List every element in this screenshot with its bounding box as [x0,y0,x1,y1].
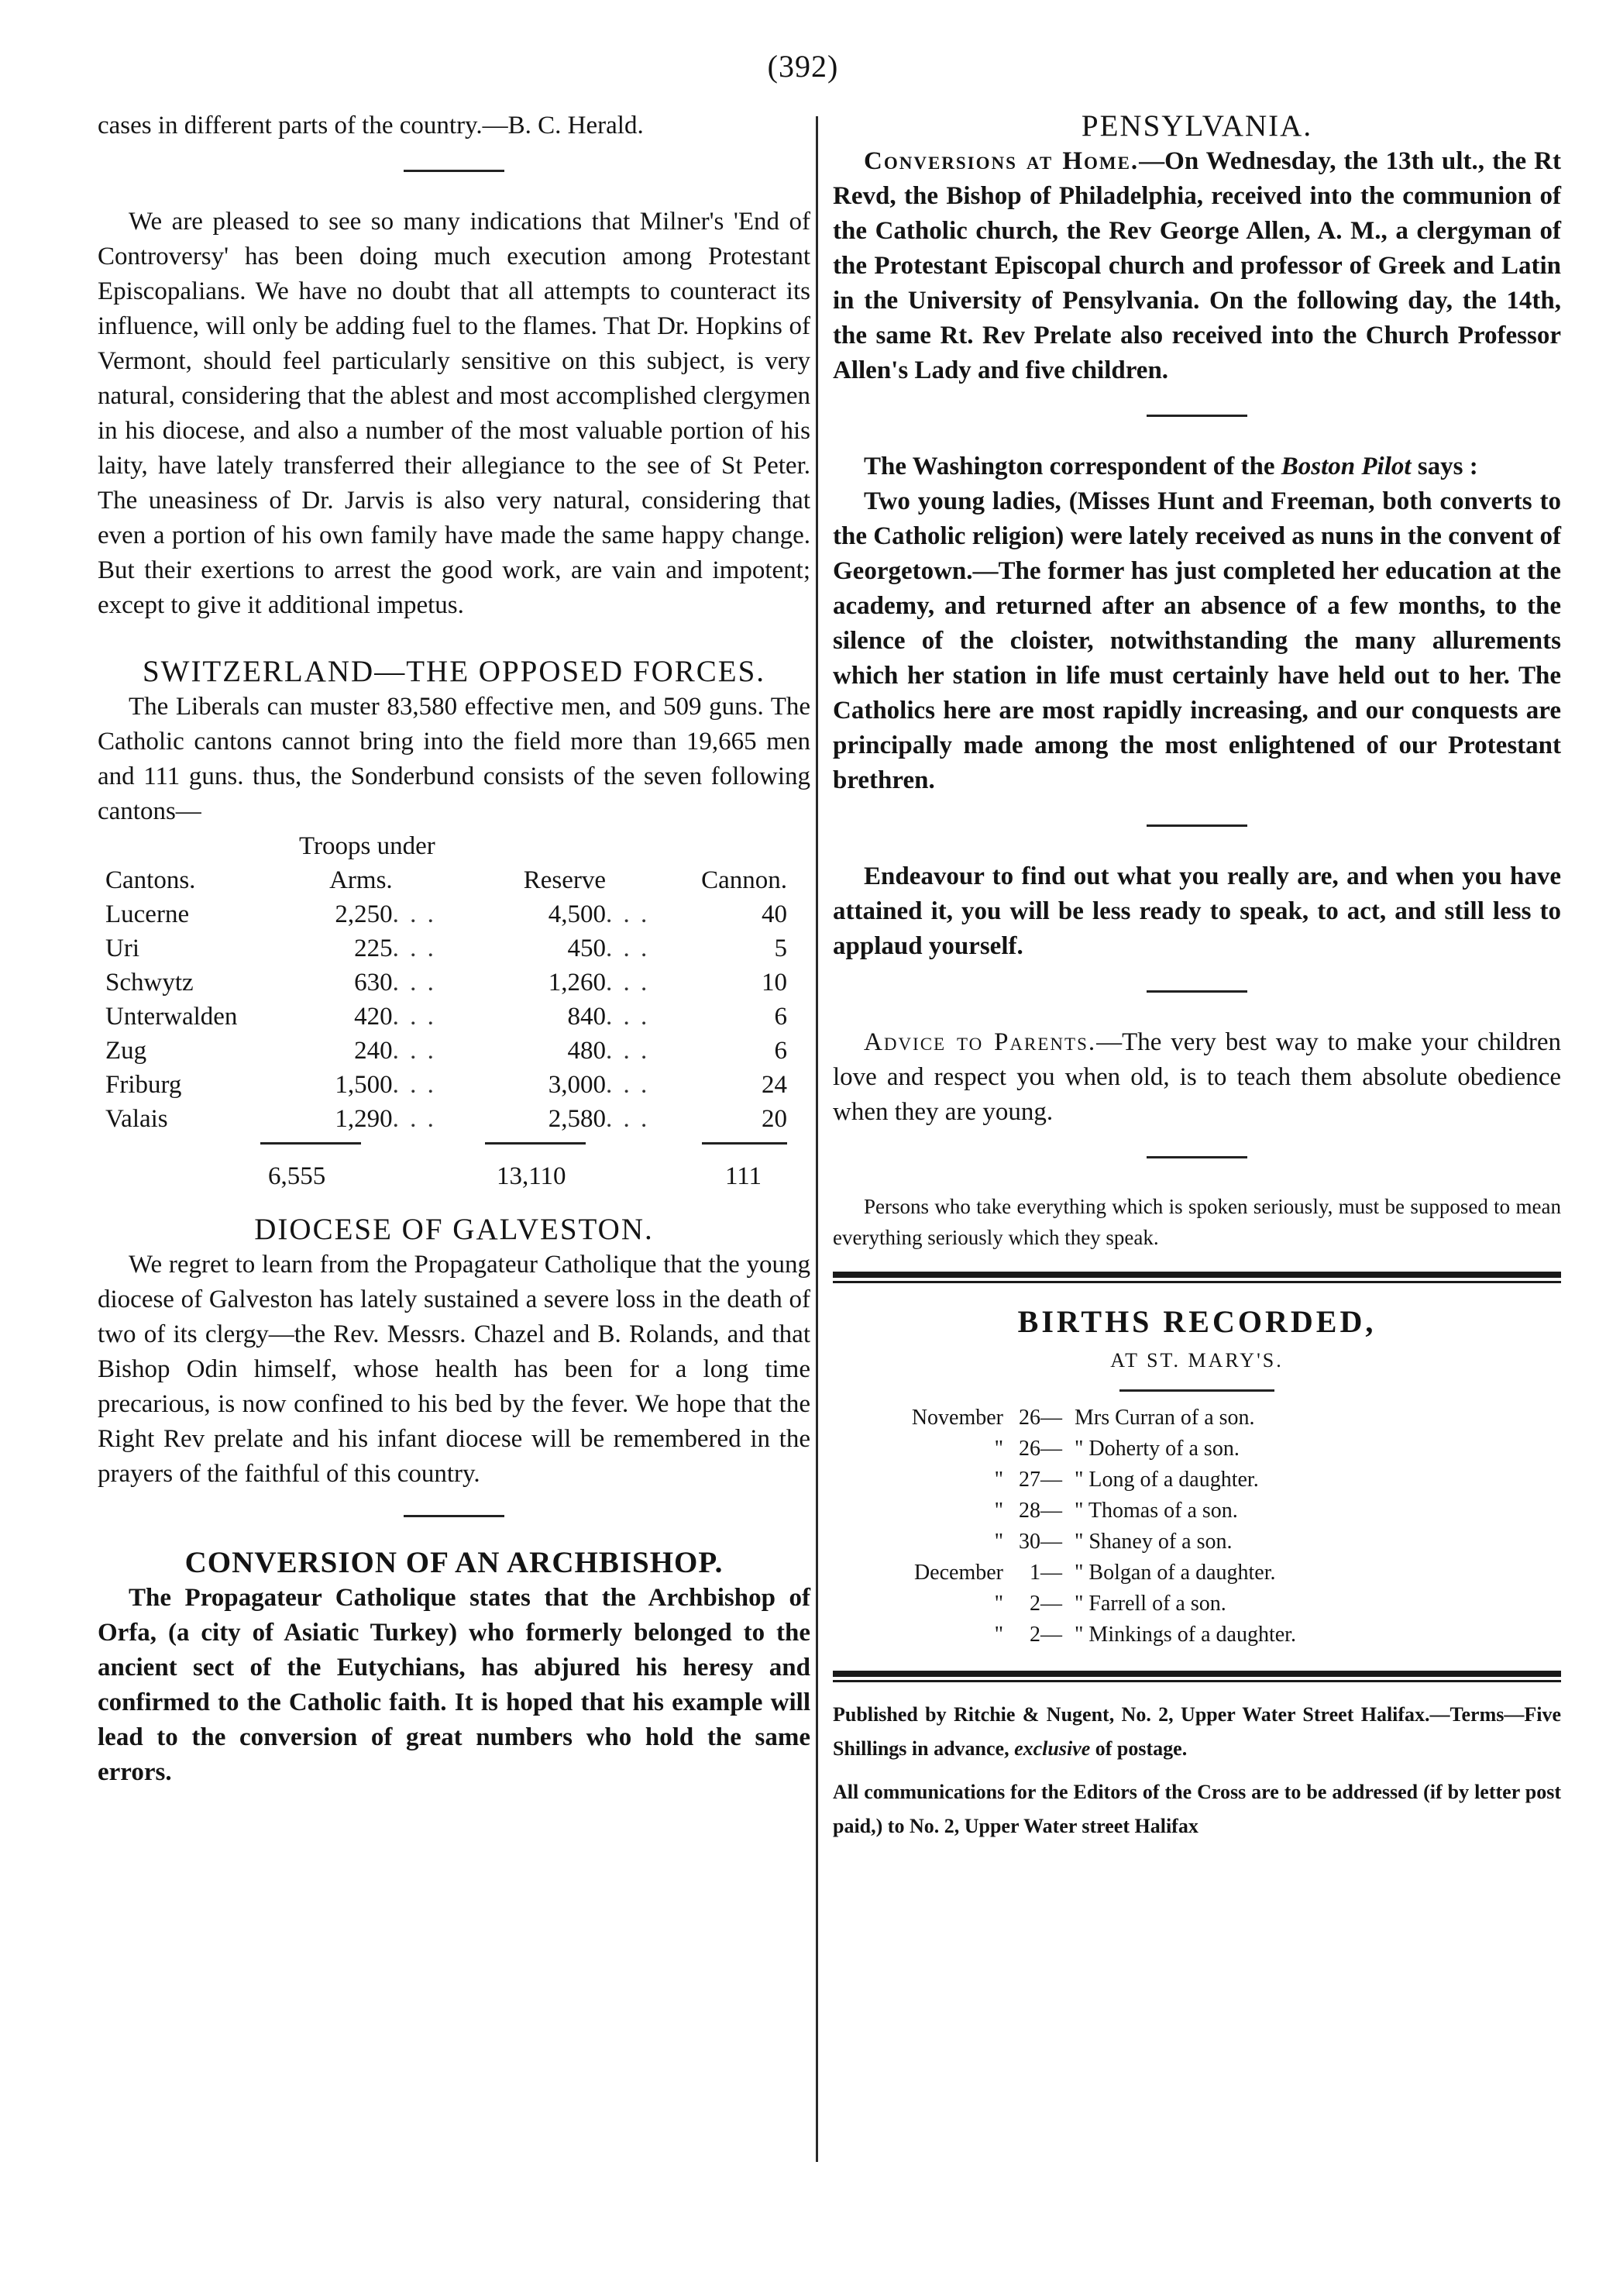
troops-totals [98,1142,810,1212]
troops-cell-dots: . . . [392,900,436,928]
section-rule [1147,824,1247,827]
birth-row [833,1561,1561,1592]
section-rule [404,170,504,172]
birth-row [833,1437,1561,1468]
birth-row [833,1406,1561,1437]
troops-cell-canton: Schwytz [105,969,194,997]
archbishop-body: The Propagateur Catholique states that the Archbishop of Orfa, (a city of Asiatic Turkey) who formerly belonged to the ancient sect of the Eutychians, has abjured his heresy and confirmed to the Catholic faith. It is hoped that his example will lead to the conversion of great numbers who hold the same errors. [98,1584,810,1786]
column-divider [816,116,818,2162]
birth-month: November [911,1406,1003,1430]
publisher-line [833,1698,1561,1766]
birth-month: " [994,1592,1003,1616]
birth-text: " Thomas of a son. [1075,1499,1238,1523]
milner-paragraph: We are pleased to see so many indications that Milner's 'End of Controversy' has been doing much execution among Protestant Episcopalians. We have no doubt that all attempts to counteract its influence, will only be adding fuel to the flames. That Dr. Hopkins of Vermont, should feel particularly sensitive on this subject, is very natural, considering that the ablest and most accomplished clergymen in his diocese, and also a number of the most valuable portion of his laity, have lately transferred their allegiance to the see of St Peter. The uneasiness of Dr. Jarvis is also very natural, considering that even a portion of his own family have made the same happy change. But their exertions to arrest the good work, are vain and impotent; except to give it additional impetus. [98,208,810,619]
troops-cell-canton: Lucerne [105,900,190,928]
troops-cell-dots: . . . [606,1003,650,1031]
troops-cell-dots: . . . [606,900,650,928]
birth-month: " [994,1499,1003,1523]
galveston-heading: DIOCESE OF GALVESTON. [254,1213,654,1246]
publisher-italic: exclusive [1009,1737,1091,1760]
communications-line: All communications for the Editors of the Cross are to be addressed (if by letter post paid,) to No. 2, Upper Water street Halifax [833,1781,1561,1837]
troops-cell-canton: Unterwalden [105,1003,238,1031]
birth-day: 30— [1019,1530,1062,1554]
section-rule [1147,1156,1247,1158]
troops-cell-arms: 225 [354,935,393,962]
troops-cell-canton: Zug [105,1037,147,1065]
troops-cell-reserve: 3,000 [548,1071,607,1099]
birth-month: " [994,1623,1003,1647]
publisher-end: of postage. [1090,1737,1188,1760]
troops-row [105,1102,787,1136]
troops-cell-dots: . . . [392,935,436,962]
births-subtitle: AT ST. MARY'S. [1110,1349,1284,1372]
washington-intro [833,449,1561,484]
total-reserve: 13,110 [497,1162,566,1190]
col-header-reserve: Reserve [523,866,607,894]
intro-text: cases in different parts of the country.—B. C. Herald. [98,112,644,139]
troops-cell-cannon: 5 [774,935,787,962]
troops-cell-dots: . . . [606,935,650,962]
troops-cell-canton: Friburg [105,1071,182,1099]
birth-day: 27— [1019,1468,1062,1492]
birth-row [833,1468,1561,1499]
col-header-cantons: Cantons. [105,866,196,894]
archbishop-heading: CONVERSION OF AN ARCHBISHOP. [184,1546,724,1579]
births-rule [1119,1389,1274,1392]
birth-row [833,1530,1561,1561]
persons-text: Persons who take everything which is spoken seriously, must be supposed to mean everything seriously which they speak. [833,1195,1561,1249]
troops-cell-cannon: 10 [762,969,787,997]
washington-intro-b: says : [1411,453,1478,480]
troops-cell-canton: Uri [105,935,139,962]
troops-cell-cannon: 40 [762,900,787,928]
troops-cell-cannon: 6 [774,1037,787,1065]
birth-text: " Shaney of a son. [1075,1530,1233,1554]
switzerland-body: The Liberals can muster 83,580 effective men, and 509 guns. The Catholic cantons cannot bring into the field more than 19,665 men and 111 guns. thus, the Sonderbund consists of the seven following cantons— [98,693,810,825]
troops-cell-cannon: 20 [762,1105,787,1133]
births-rule-bottom [833,1671,1561,1677]
troops-cell-dots: . . . [606,1105,650,1133]
washington-body: Two young ladies, (Misses Hunt and Freeman, both converts to the Catholic religion) were lately received as nuns in the convent of Georgetown.—The former has just completed her education at the academy, and returned after an absence of a few months, to the silence of the cloister, notwithstanding the many allurements which her station in life must certainly have held out to her. The Catholics here are most rapidly increasing, and our conquests are principally made among the most enlightened of our Protestant brethren. [833,487,1561,794]
birth-row [833,1623,1561,1654]
birth-text: " Farrell of a son. [1075,1592,1226,1616]
troops-row [105,1068,787,1102]
troops-cell-dots: . . . [392,1105,436,1133]
birth-row [833,1499,1561,1530]
troops-row [105,1000,787,1034]
birth-day: 26— [1019,1406,1062,1430]
births-rule-top [833,1272,1561,1278]
birth-day: 2— [1030,1623,1062,1647]
switzerland-heading: SWITZERLAND—THE OPPOSED FORCES. [142,655,766,688]
col-header-arms: Arms. [329,866,393,894]
troops-cell-canton: Valais [105,1105,168,1133]
advice-body: —The very best way to make your children love and respect you when old, is to teach them absolute obedience when they are young. [833,1028,1561,1126]
left-column [98,108,810,1790]
troops-row [105,1034,787,1068]
pennsylvania-lead: Conversions at Home. [864,147,1140,175]
births-list [833,1406,1561,1654]
right-column [833,108,1561,1843]
birth-day: 26— [1019,1437,1062,1461]
page-number: (392) [767,49,839,84]
washington-intro-a: The Washington correspondent of the [864,453,1281,480]
birth-day: 2— [1030,1592,1062,1616]
troops-cell-reserve: 480 [567,1037,607,1065]
troops-cell-dots: . . . [392,1003,436,1031]
troops-cell-reserve: 4,500 [548,900,607,928]
birth-month: " [994,1468,1003,1492]
troops-row [105,897,787,931]
endeavour-text: Endeavour to find out what you really are, and when you have attained it, you will be less ready to speak, to act, and still less to applaud yourself. [833,862,1561,960]
birth-day: 28— [1019,1499,1062,1523]
advice-lead: Advice to Parents. [864,1028,1097,1056]
troops-header-top: Troops under [299,832,435,860]
troops-header-row [105,863,787,897]
troops-row [105,931,787,966]
troops-cell-reserve: 2,580 [548,1105,607,1133]
pennsylvania-text: —On Wednesday, the 13th ult., the Rt Revd, the Bishop of Philadelphia, received into the communion of the Catholic church, the Rev George Allen, A. M., a clergyman of the Protestant Episcopal church and professor of Greek and Latin in the University of Pensylvania. On the following day, the 14th, the same Rt. Rev Prelate also received into the Church Professor Allen's Lady and five children. [833,147,1561,384]
troops-cell-arms: 420 [354,1003,393,1031]
troops-table [105,863,787,1136]
col-header-cannon: Cannon. [701,866,787,894]
total-arms: 6,555 [268,1162,326,1190]
washington-intro-italic: Boston Pilot [1281,453,1412,480]
troops-cell-arms: 2,250 [335,900,393,928]
troops-cell-dots: . . . [606,1037,650,1065]
birth-month: December [913,1561,1003,1585]
birth-text: Mrs Curran of a son. [1075,1406,1255,1430]
publisher-text: Published by Ritchie & Nugent, No. 2, Upper Water Street Halifax.—Terms—Five Shillings in advance, [833,1703,1561,1760]
births-title: BIRTHS RECORDED, [1017,1304,1377,1339]
birth-text: " Bolgan of a daughter. [1075,1561,1276,1585]
birth-text: " Doherty of a son. [1075,1437,1240,1461]
birth-month: " [994,1530,1003,1554]
troops-cell-arms: 1,500 [335,1071,393,1099]
troops-cell-dots: . . . [392,1037,436,1065]
galveston-body: We regret to learn from the Propagateur Catholique that the young diocese of Galveston has lately sustained a severe loss in the death of two of its clergy—the Rev. Messrs. Chazel and B. Rolands, and that Bishop Odin himself, whose health has been for a long time precarious, is now confined to his bed by the fever. We hope that the Right Rev prelate and his infant diocese will be remembered in the prayers of the faithful of this country. [98,1251,810,1488]
section-rule [1147,415,1247,417]
troops-cell-arms: 630 [354,969,393,997]
troops-cell-reserve: 450 [567,935,607,962]
pennsylvania-body [833,144,1561,388]
troops-cell-cannon: 6 [774,1003,787,1031]
total-cannon: 111 [725,1162,762,1190]
troops-cell-dots: . . . [606,969,650,997]
troops-cell-reserve: 840 [567,1003,607,1031]
troops-cell-dots: . . . [392,1071,436,1099]
section-rule [1147,990,1247,993]
section-rule [404,1515,504,1517]
birth-text: " Long of a daughter. [1075,1468,1259,1492]
birth-month: " [994,1437,1003,1461]
troops-cell-dots: . . . [606,1071,650,1099]
birth-row [833,1592,1561,1623]
pennsylvania-heading: PENSYLVANIA. [1081,109,1313,143]
birth-text: " Minkings of a daughter. [1075,1623,1296,1647]
troops-cell-dots: . . . [392,969,436,997]
troops-cell-arms: 240 [354,1037,393,1065]
troops-cell-cannon: 24 [762,1071,787,1099]
advice-text [833,1025,1561,1130]
troops-row [105,966,787,1000]
birth-day: 1— [1030,1561,1062,1585]
troops-cell-reserve: 1,260 [548,969,607,997]
troops-cell-arms: 1,290 [335,1105,393,1133]
